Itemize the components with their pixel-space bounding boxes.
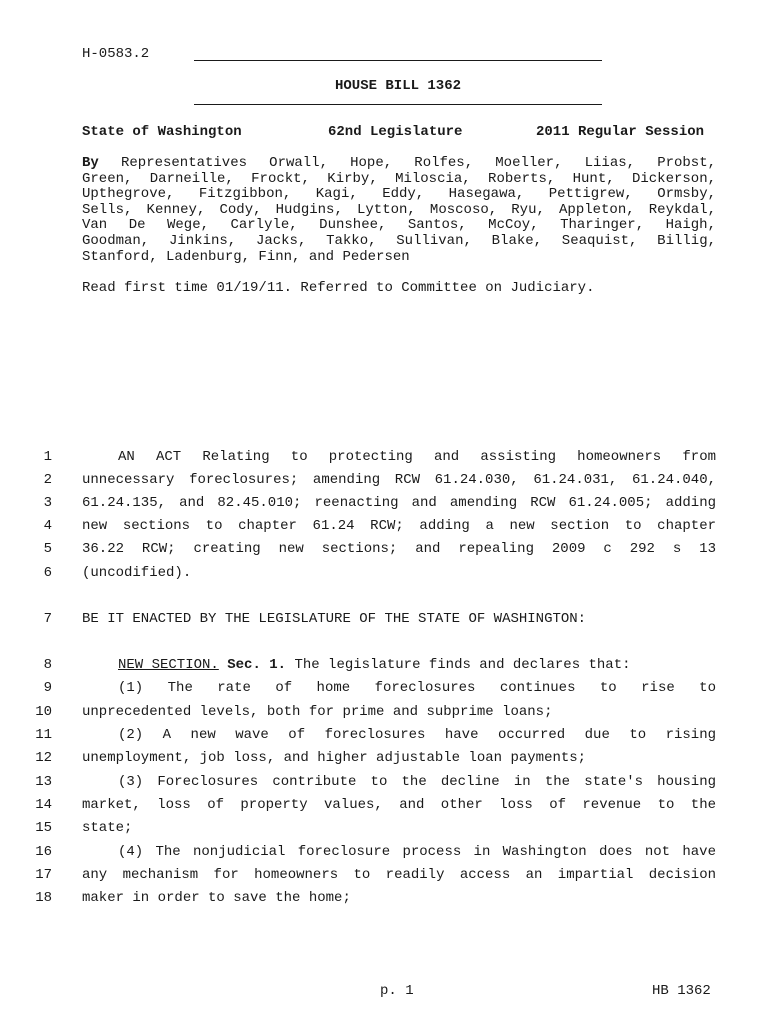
body-line: [0, 518, 770, 538]
header-rule-top: [194, 60, 602, 61]
line-text: any mechanism for homeowners to readily access an impartial decision: [82, 867, 716, 883]
line-text: (4) The nonjudicial foreclosure process in Washington does not have: [118, 844, 716, 860]
bill-title: HOUSE BILL 1362: [334, 78, 462, 94]
line-text: unnecessary foreclosures; amending RCW 61.24.030, 61.24.031, 61.24.040,: [82, 472, 716, 488]
line-text: AN ACT Relating to protecting and assisting homeowners from: [118, 449, 716, 465]
line-number: 13: [35, 774, 52, 790]
footer-bill-ref: HB 1362: [652, 983, 711, 999]
line-text: (3) Foreclosures contribute to the decline in the state's housing: [118, 774, 716, 790]
body-line: [0, 657, 770, 677]
line-number: 6: [43, 565, 52, 581]
new-section-label: NEW SECTION.: [118, 657, 219, 673]
sponsor-line: Stanford, Ladenburg, Finn, and Pedersen: [82, 249, 410, 265]
body-line: [0, 727, 770, 747]
body-line: [0, 820, 770, 840]
body-line: [0, 449, 770, 469]
body-line: [0, 890, 770, 910]
page-number: p. 1: [380, 983, 414, 999]
line-number: 18: [35, 890, 52, 906]
body-line: [0, 611, 770, 631]
line-number: 11: [35, 727, 52, 743]
body-line: [0, 565, 770, 585]
line-text: unemployment, job loss, and higher adjustable loan payments;: [82, 750, 587, 766]
body-line: [0, 495, 770, 515]
line-number: 15: [35, 820, 52, 836]
line-text: unprecedented levels, both for prime and subprime loans;: [82, 704, 553, 720]
sponsor-line: Goodman, Jinkins, Jacks, Takko, Sullivan, Blake, Seaquist, Billig,: [82, 232, 716, 249]
body-line: [0, 541, 770, 561]
body-line: [0, 750, 770, 770]
line-text: market, loss of property values, and other loss of revenue to the: [82, 797, 716, 813]
body-line: [0, 844, 770, 864]
line-number: 8: [43, 657, 52, 673]
line-number: 16: [35, 844, 52, 860]
body-line: [0, 797, 770, 817]
sponsor-line: Upthegrove, Fitzgibbon, Kagi, Eddy, Hasegawa, Pettigrew, Ormsby,: [82, 186, 716, 202]
line-number: 9: [43, 680, 52, 696]
state-name: State of Washington: [82, 124, 242, 140]
line-text: state;: [82, 820, 133, 836]
body-line: [0, 774, 770, 794]
section-heading-line: [118, 657, 716, 673]
section-number: Sec. 1.: [227, 657, 287, 673]
line-text: maker in order to save the home;: [82, 890, 351, 906]
body-line: [0, 704, 770, 724]
line-number: 12: [35, 750, 52, 766]
enacting-clause: BE IT ENACTED BY THE LEGISLATURE OF THE STATE OF WASHINGTON:: [82, 611, 587, 627]
sponsor-line: Green, Darneille, Frockt, Kirby, Miloscia, Roberts, Hunt, Dickerson,: [82, 170, 716, 187]
line-number: 5: [43, 541, 52, 557]
line-number: 10: [35, 704, 52, 720]
document-code: H-0583.2: [82, 46, 150, 62]
line-number: 14: [35, 797, 52, 813]
line-text: new sections to chapter 61.24 RCW; adding a new section to chapter: [82, 518, 716, 534]
line-number: 3: [43, 495, 52, 511]
line-text: (uncodified).: [82, 565, 192, 581]
line-number: 2: [43, 472, 52, 488]
line-text: The legislature finds and declares that:: [294, 657, 631, 673]
first-reading-note: Read first time 01/19/11. Referred to Committee on Judiciary.: [82, 280, 595, 296]
by-label: By: [82, 155, 99, 171]
body-line: [0, 867, 770, 887]
line-text: 61.24.135, and 82.45.010; reenacting and amending RCW 61.24.005; adding: [82, 495, 716, 511]
line-text: (1) The rate of home foreclosures continues to rise to: [118, 680, 716, 696]
legislature-name: 62nd Legislature: [328, 124, 463, 140]
line-number: 1: [43, 449, 52, 465]
line-number: 7: [43, 611, 52, 627]
sponsor-line: Van De Wege, Carlyle, Dunshee, Santos, McCoy, Tharinger, Haigh,: [82, 217, 716, 233]
body-line: [0, 472, 770, 492]
session-name: 2011 Regular Session: [536, 124, 705, 140]
line-text: 36.22 RCW; creating new sections; and repealing 2009 c 292 s 13: [82, 541, 716, 557]
line-number: 4: [43, 518, 52, 534]
sponsor-line: Sells, Kenney, Cody, Hudgins, Lytton, Moscoso, Ryu, Appleton, Reykdal,: [82, 201, 716, 218]
line-number: 17: [35, 867, 52, 883]
header-rule-bottom: [194, 104, 602, 105]
line-text: (2) A new wave of foreclosures have occurred due to rising: [118, 727, 716, 743]
body-line: [0, 680, 770, 700]
sponsor-line: By Representatives Orwall, Hope, Rolfes, Moeller, Liias, Probst,: [82, 155, 717, 171]
